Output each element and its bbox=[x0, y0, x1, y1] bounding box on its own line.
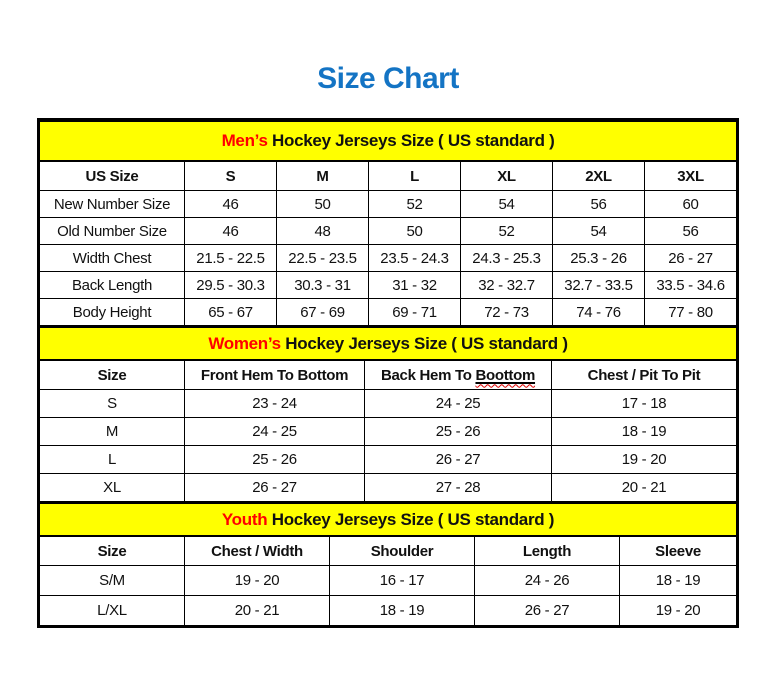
youth-size-value: 26 - 27 bbox=[475, 596, 620, 626]
youth-size-value: 18 - 19 bbox=[330, 596, 475, 626]
mens-size-value: 65 - 67 bbox=[185, 299, 277, 326]
womens-section-rest: Hockey Jerseys Size ( US standard ) bbox=[280, 333, 568, 353]
mens-size-value: 25.3 - 26 bbox=[553, 245, 645, 272]
womens-size-value: 24 - 25 bbox=[365, 390, 552, 418]
mens-size-value: 31 - 32 bbox=[369, 272, 461, 299]
mens-size-table bbox=[39, 120, 737, 326]
womens-row-2 bbox=[40, 446, 737, 474]
youth-column-header-3: Length bbox=[475, 536, 620, 566]
youth-size-value: 20 - 21 bbox=[185, 596, 330, 626]
mens-size-value: 54 bbox=[461, 191, 553, 218]
mens-size-value: 72 - 73 bbox=[461, 299, 553, 326]
mens-row-label: New Number Size bbox=[40, 191, 185, 218]
youth-size-value: 16 - 17 bbox=[330, 566, 475, 596]
mens-row-label: Width Chest bbox=[40, 245, 185, 272]
youth-section-highlight: Youth bbox=[221, 509, 268, 529]
youth-column-header-1: Chest / Width bbox=[185, 536, 330, 566]
womens-row-label: M bbox=[40, 418, 185, 446]
mens-size-value: 29.5 - 30.3 bbox=[185, 272, 277, 299]
mens-size-value: 50 bbox=[277, 191, 369, 218]
mens-section-band bbox=[40, 121, 737, 161]
mens-column-header-2: M bbox=[277, 161, 369, 191]
youth-column-header-2: Shoulder bbox=[330, 536, 475, 566]
womens-size-value: 24 - 25 bbox=[185, 418, 365, 446]
womens-size-value: 26 - 27 bbox=[185, 474, 365, 502]
mens-size-value: 56 bbox=[553, 191, 645, 218]
page-title: Size Chart bbox=[317, 62, 459, 95]
mens-column-header-3: L bbox=[369, 161, 461, 191]
mens-row-label: Body Height bbox=[40, 299, 185, 326]
youth-row-0 bbox=[40, 566, 737, 596]
womens-row-0 bbox=[40, 390, 737, 418]
womens-column-header-1: Front Hem To Bottom bbox=[185, 360, 365, 390]
womens-size-value: 23 - 24 bbox=[185, 390, 365, 418]
mens-size-value: 56 bbox=[645, 218, 737, 245]
womens-section-title bbox=[40, 327, 737, 360]
size-tables-container bbox=[37, 118, 739, 628]
youth-section-rest: Hockey Jerseys Size ( US standard ) bbox=[267, 509, 555, 529]
mens-size-value: 46 bbox=[185, 191, 277, 218]
mens-size-value: 69 - 71 bbox=[369, 299, 461, 326]
womens-column-header-0: Size bbox=[40, 360, 185, 390]
youth-size-value: 19 - 20 bbox=[620, 596, 737, 626]
womens-size-value: 20 - 21 bbox=[552, 474, 737, 502]
mens-size-value: 32 - 32.7 bbox=[461, 272, 553, 299]
womens-size-value: 26 - 27 bbox=[365, 446, 552, 474]
mens-size-value: 74 - 76 bbox=[553, 299, 645, 326]
mens-row-1 bbox=[40, 218, 737, 245]
misspelled-word: Boottom bbox=[475, 366, 536, 384]
womens-size-value: 18 - 19 bbox=[552, 418, 737, 446]
mens-size-value: 32.7 - 33.5 bbox=[553, 272, 645, 299]
mens-row-2 bbox=[40, 245, 737, 272]
mens-size-value: 67 - 69 bbox=[277, 299, 369, 326]
womens-size-value: 19 - 20 bbox=[552, 446, 737, 474]
youth-size-value: 18 - 19 bbox=[620, 566, 737, 596]
mens-column-header-5: 2XL bbox=[553, 161, 645, 191]
womens-row-label: L bbox=[40, 446, 185, 474]
youth-section-band bbox=[40, 503, 737, 536]
mens-size-value: 48 bbox=[277, 218, 369, 245]
womens-row-label: XL bbox=[40, 474, 185, 502]
mens-size-value: 23.5 - 24.3 bbox=[369, 245, 461, 272]
mens-size-value: 30.3 - 31 bbox=[277, 272, 369, 299]
mens-size-value: 26 - 27 bbox=[645, 245, 737, 272]
mens-row-label: Back Length bbox=[40, 272, 185, 299]
womens-size-value: 25 - 26 bbox=[365, 418, 552, 446]
womens-size-value: 25 - 26 bbox=[185, 446, 365, 474]
youth-row-1 bbox=[40, 596, 737, 626]
mens-column-header-0: US Size bbox=[40, 161, 185, 191]
mens-column-header-1: S bbox=[185, 161, 277, 191]
mens-size-value: 77 - 80 bbox=[645, 299, 737, 326]
womens-row-3 bbox=[40, 474, 737, 502]
mens-row-0 bbox=[40, 191, 737, 218]
womens-section-highlight: Women’s bbox=[208, 333, 281, 353]
mens-size-value: 21.5 - 22.5 bbox=[185, 245, 277, 272]
mens-header-row bbox=[40, 161, 737, 191]
mens-size-value: 52 bbox=[369, 191, 461, 218]
column-header-text: Back Hem To bbox=[380, 366, 476, 384]
youth-row-label: S/M bbox=[40, 566, 185, 596]
mens-size-value: 50 bbox=[369, 218, 461, 245]
youth-row-label: L/XL bbox=[40, 596, 185, 626]
mens-row-4 bbox=[40, 299, 737, 326]
mens-size-value: 60 bbox=[645, 191, 737, 218]
mens-size-value: 46 bbox=[185, 218, 277, 245]
youth-size-value: 19 - 20 bbox=[185, 566, 330, 596]
mens-size-value: 54 bbox=[553, 218, 645, 245]
mens-size-value: 33.5 - 34.6 bbox=[645, 272, 737, 299]
womens-size-table bbox=[39, 326, 737, 502]
womens-row-1 bbox=[40, 418, 737, 446]
mens-column-header-4: XL bbox=[461, 161, 553, 191]
mens-size-value: 24.3 - 25.3 bbox=[461, 245, 553, 272]
mens-section-rest: Hockey Jerseys Size ( US standard ) bbox=[267, 131, 555, 150]
mens-size-value: 22.5 - 23.5 bbox=[277, 245, 369, 272]
womens-size-value: 17 - 18 bbox=[552, 390, 737, 418]
womens-row-label: S bbox=[40, 390, 185, 418]
mens-size-value: 52 bbox=[461, 218, 553, 245]
misspelled-word-squiggle bbox=[475, 367, 535, 384]
youth-size-value: 24 - 26 bbox=[475, 566, 620, 596]
womens-section-band bbox=[40, 327, 737, 360]
youth-header-row bbox=[40, 536, 737, 566]
womens-size-value: 27 - 28 bbox=[365, 474, 552, 502]
youth-column-header-0: Size bbox=[40, 536, 185, 566]
mens-row-3 bbox=[40, 272, 737, 299]
mens-column-header-6: 3XL bbox=[645, 161, 737, 191]
youth-size-table bbox=[39, 502, 737, 626]
womens-column-header-2 bbox=[365, 360, 552, 390]
mens-section-highlight: Men’s bbox=[221, 131, 268, 150]
youth-section-title bbox=[40, 503, 737, 536]
mens-section-title bbox=[40, 121, 737, 161]
womens-header-row bbox=[40, 360, 737, 390]
womens-column-header-3: Chest / Pit To Pit bbox=[552, 360, 737, 390]
mens-row-label: Old Number Size bbox=[40, 218, 185, 245]
youth-column-header-4: Sleeve bbox=[620, 536, 737, 566]
